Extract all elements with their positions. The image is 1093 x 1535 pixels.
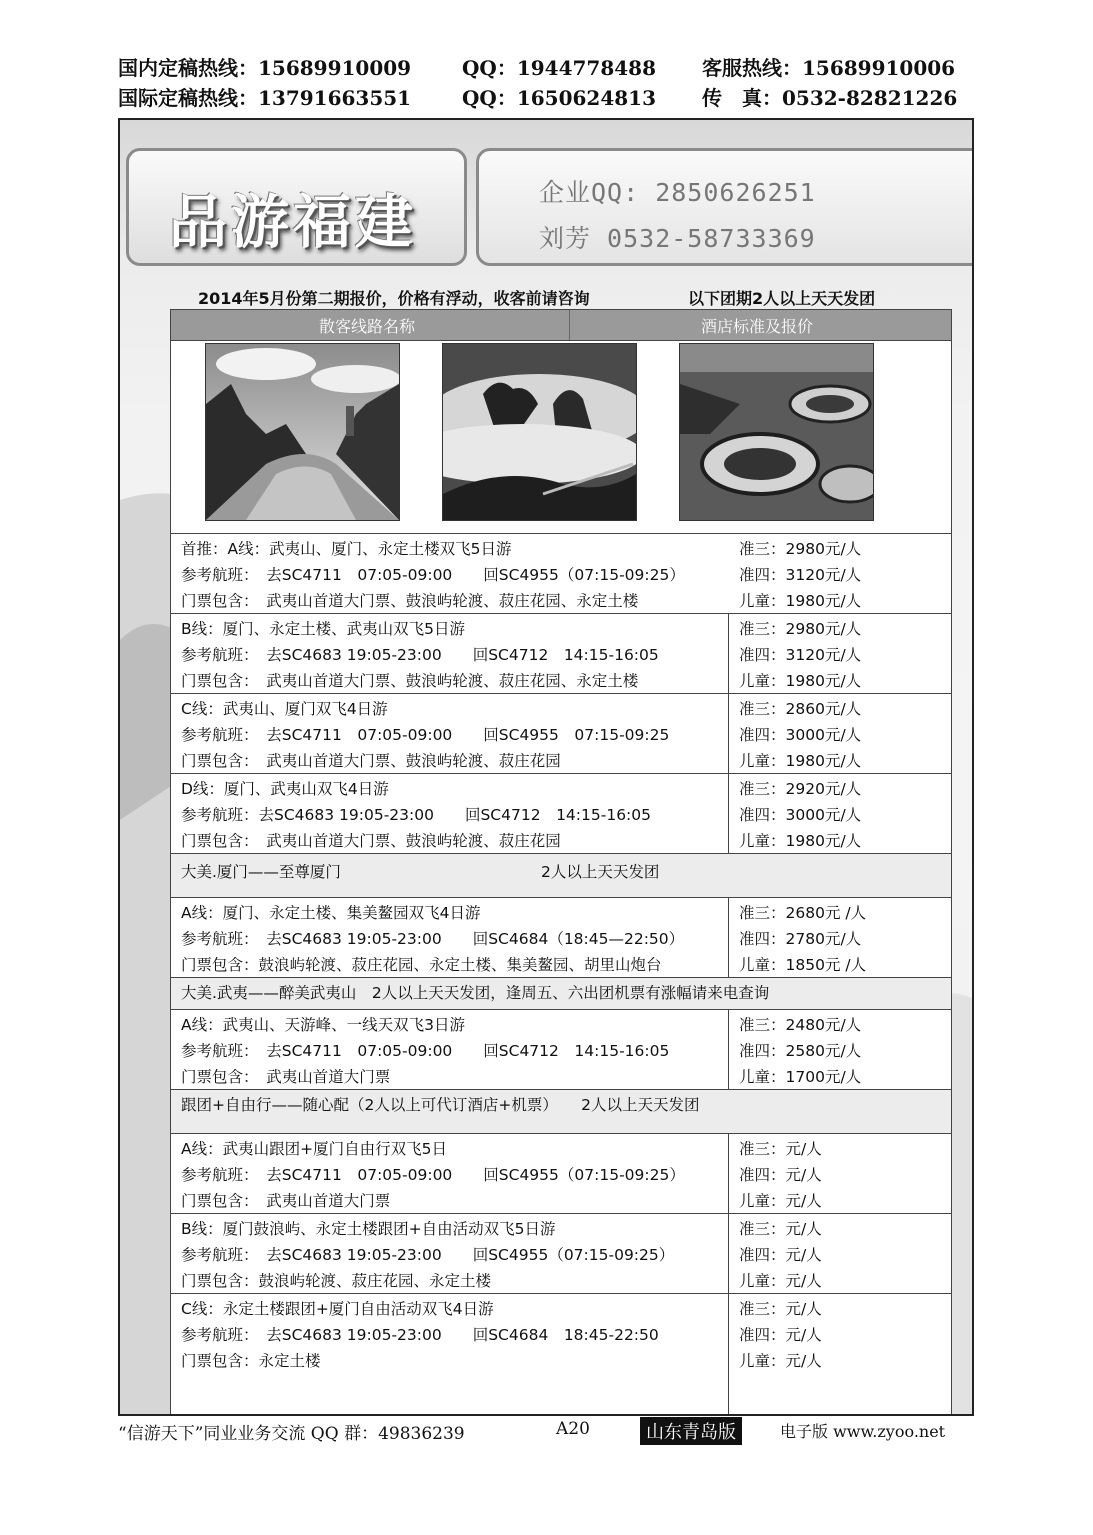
price-3star: 准三：2980元/人	[739, 620, 862, 638]
section-note: 2人以上天天发团	[541, 863, 660, 881]
ticket-info: 门票包含： 武夷山首道大门票	[181, 1192, 391, 1210]
section-title: 大美.厦门——至尊厦门	[181, 863, 341, 881]
flight-info: 参考航班：去SC4683 19:05-23:00 回SC4712 14:15-16:05	[181, 806, 652, 824]
price-3star: 准三：元/人	[739, 1300, 822, 1318]
ticket-info: 门票包含： 武夷山首道大门票、鼓浪屿轮渡、菽庄花园	[181, 752, 561, 770]
flight-info: 参考航班： 去SC4711 07:05-09:00 回SC4955（07:15-09:25）	[181, 566, 685, 584]
tour-title: D线：厦门、武夷山双飞4日游	[181, 780, 389, 798]
price-4star: 准四：3000元/人	[739, 726, 862, 744]
tour-row	[171, 693, 951, 774]
tour-row	[171, 533, 951, 614]
ticket-info: 门票包含：鼓浪屿轮渡、菽庄花园、永定土楼、集美鳌园、胡里山炮台	[181, 956, 662, 974]
price-child: 儿童：1980元/人	[739, 752, 862, 770]
tour-row	[171, 1133, 951, 1214]
price-child: 儿童：元/人	[739, 1352, 822, 1370]
section-title: 大美.武夷——醉美武夷山 2人以上天天发团，逢周五、六出团机票有涨幅请来电查询	[181, 984, 770, 1002]
header-divider	[569, 310, 570, 340]
price-4star: 准四：元/人	[739, 1326, 822, 1344]
flight-info: 参考航班： 去SC4683 19:05-23:00 回SC4712 14:15-16:05	[181, 646, 659, 664]
banner-title: 品游福建	[169, 188, 418, 256]
tour-row	[171, 897, 951, 978]
tour-title: A线：武夷山、天游峰、一线天双飞3日游	[181, 1016, 465, 1034]
tour-title: A线：厦门、永定土楼、集美鳌园双飞4日游	[181, 904, 481, 922]
tour-title: B线：厦门、永定土楼、武夷山双飞5日游	[181, 620, 465, 638]
departure-notice: 以下团期2人以上天天发团	[688, 289, 876, 308]
price-child: 儿童：1980元/人	[739, 672, 862, 690]
price-4star: 准四：2580元/人	[739, 1042, 862, 1060]
section-header-xiamen	[171, 853, 951, 898]
tour-row	[171, 773, 951, 854]
section-header-wuyi	[171, 977, 951, 1010]
tour-row	[171, 613, 951, 694]
flight-info: 参考航班： 去SC4683 19:05-23:00 回SC4684 18:45-22:50	[181, 1326, 659, 1344]
banner-title-box	[126, 148, 467, 266]
flight-info: 参考航班： 去SC4711 07:05-09:00 回SC4955 07:15-09:25	[181, 726, 670, 744]
flight-info: 参考航班： 去SC4683 19:05-23:00 回SC4684（18:45—22:50）	[181, 930, 685, 948]
footer-edition: 山东青岛版	[640, 1417, 742, 1445]
section-title: 跟团+自由行——随心配（2人以上可代订酒店+机票） 2人以上天天发团	[181, 1096, 700, 1114]
price-3star: 准三：元/人	[739, 1220, 822, 1238]
price-4star: 准四：元/人	[739, 1166, 822, 1184]
flight-info: 参考航班： 去SC4683 19:05-23:00 回SC4955（07:15-09:25）	[181, 1246, 675, 1264]
banner-contact-box	[476, 148, 974, 266]
tour-price-table	[170, 309, 952, 1414]
footer-website[interactable]: 电子版 www.zyoo.net	[780, 1422, 946, 1441]
enterprise-qq: 企业QQ: 2850626251	[539, 178, 816, 207]
price-child: 儿童：1980元/人	[739, 592, 862, 610]
contact-person: 刘芳 0532-58733369	[539, 224, 816, 253]
price-3star: 准三：2920元/人	[739, 780, 862, 798]
tour-row	[171, 1293, 951, 1414]
sea-of-clouds-photo	[442, 343, 637, 521]
price-4star: 准四：3000元/人	[739, 806, 862, 824]
footer-page-number: A20	[556, 1419, 590, 1439]
ticket-info: 门票包含： 武夷山首道大门票、鼓浪屿轮渡、菽庄花园	[181, 832, 561, 850]
price-child: 儿童：1850元 /人	[739, 956, 867, 974]
price-3star: 准三：2680元 /人	[739, 904, 867, 922]
international-qq: QQ：1650624813	[462, 86, 657, 110]
tour-title: C线：永定土楼跟团+厦门自由活动双飞4日游	[181, 1300, 494, 1318]
price-3star: 准三：2980元/人	[739, 540, 862, 558]
ticket-info: 门票包含：永定土楼	[181, 1352, 321, 1370]
price-column-header: 酒店标准及报价	[701, 317, 814, 336]
price-3star: 准三：2480元/人	[739, 1016, 862, 1034]
route-column-header: 散客线路名称	[319, 317, 416, 336]
ticket-info: 门票包含： 武夷山首道大门票	[181, 1068, 391, 1086]
price-notice: 2014年5月份第二期报价，价格有浮动，收客前请咨询	[198, 289, 590, 308]
price-4star: 准四：3120元/人	[739, 646, 862, 664]
tour-title: B线：厦门鼓浪屿、永定土楼跟团+自由活动双飞5日游	[181, 1220, 556, 1238]
tour-title: C线：武夷山、厦门双飞4日游	[181, 700, 388, 718]
advertisement-frame	[118, 118, 974, 1416]
footer-qq-group: “信游天下”同业业务交流 QQ 群：49836239	[118, 1424, 465, 1444]
price-child: 儿童：元/人	[739, 1192, 822, 1210]
tour-title: 首推：A线：武夷山、厦门、永定土楼双飞5日游	[181, 540, 512, 558]
ticket-info: 门票包含： 武夷山首道大门票、鼓浪屿轮渡、菽庄花园、永定土楼	[181, 672, 639, 690]
tour-row	[171, 1009, 951, 1090]
fax-number: 传 真：0532-82821226	[702, 86, 958, 110]
tour-row	[171, 1213, 951, 1294]
table-header	[171, 310, 951, 341]
service-hotline: 客服热线：15689910006	[702, 56, 956, 80]
price-child: 儿童：1980元/人	[739, 832, 862, 850]
price-4star: 准四：元/人	[739, 1246, 822, 1264]
international-hotline: 国际定稿热线：13791663551	[118, 86, 412, 110]
mountain-river-photo	[205, 343, 400, 521]
price-4star: 准四：3120元/人	[739, 566, 862, 584]
ticket-info: 门票包含：鼓浪屿轮渡、菽庄花园、永定土楼	[181, 1272, 492, 1290]
section-header-free-travel	[171, 1089, 951, 1134]
flight-info: 参考航班： 去SC4711 07:05-09:00 回SC4955（07:15-09:25）	[181, 1166, 685, 1184]
domestic-hotline: 国内定稿热线：15689910009	[118, 56, 412, 80]
price-3star: 准三：2860元/人	[739, 700, 862, 718]
tour-title: A线：武夷山跟团+厦门自由行双飞5日	[181, 1140, 447, 1158]
tulou-photo	[679, 343, 874, 521]
price-3star: 准三：元/人	[739, 1140, 822, 1158]
price-child: 儿童：1700元/人	[739, 1068, 862, 1086]
price-4star: 准四：2780元/人	[739, 930, 862, 948]
flight-info: 参考航班： 去SC4711 07:05-09:00 回SC4712 14:15-16:05	[181, 1042, 670, 1060]
price-child: 儿童：元/人	[739, 1272, 822, 1290]
domestic-qq: QQ：1944778488	[462, 56, 657, 80]
ticket-info: 门票包含： 武夷山首道大门票、鼓浪屿轮渡、菽庄花园、永定土楼	[181, 592, 639, 610]
